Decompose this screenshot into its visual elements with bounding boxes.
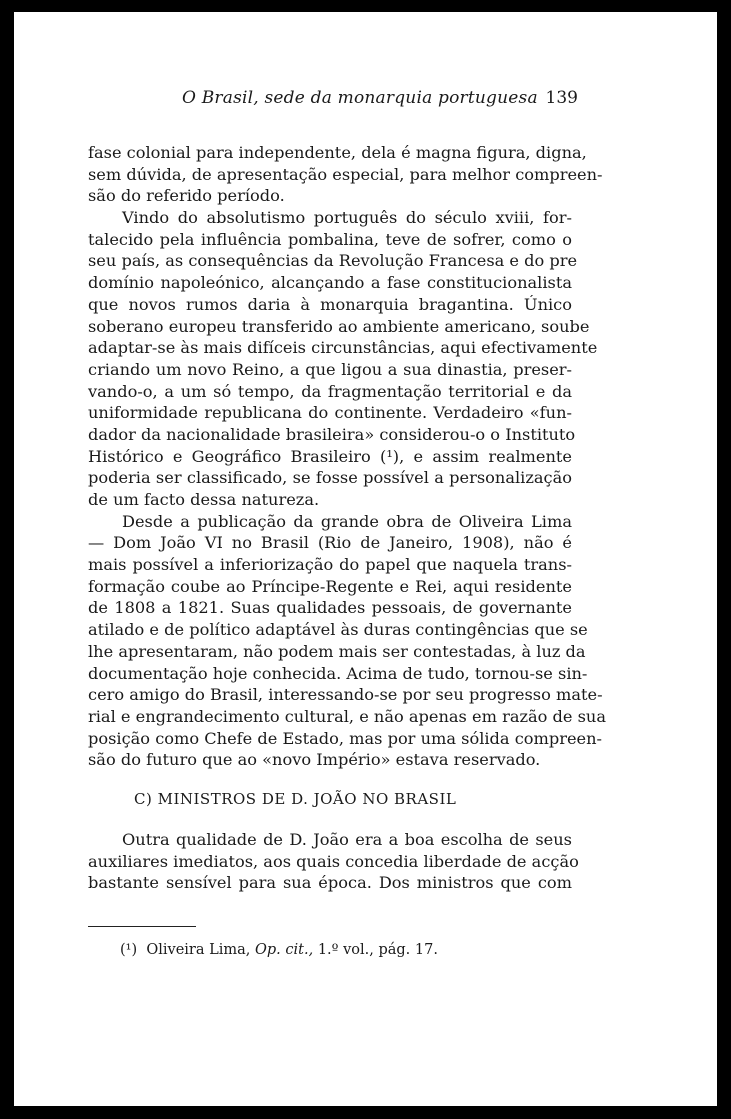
text-line: domínio napoleónico, alcançando a fase constitucionalista bbox=[88, 273, 572, 293]
text-line: — Dom João VI no Brasil (Rio de Janeiro, 1908), não é bbox=[88, 533, 572, 553]
section-gap bbox=[88, 811, 572, 829]
text-line: que novos rumos daria à monarquia bragantina. Único bbox=[88, 294, 572, 314]
page-header bbox=[74, 88, 578, 114]
text-line: atilado e de político adaptável às duras contingências que se bbox=[88, 620, 588, 640]
text-line: Vindo do absolutismo português do século xviii, for- bbox=[122, 208, 572, 228]
footnote-divider bbox=[88, 926, 196, 927]
text-line: seu país, as consequências da Revolução Francesa e do pre bbox=[88, 251, 578, 271]
footnote-work: Op. cit., bbox=[255, 942, 314, 958]
text-line: documentação hoje conhecida. Acima de tudo, tornou-se sin- bbox=[88, 663, 588, 683]
book-page bbox=[14, 12, 717, 1106]
text-line: são do futuro que ao «novo Império» estava reservado. bbox=[88, 750, 541, 770]
running-title: O Brasil, sede da monarquia portuguesa bbox=[182, 88, 538, 108]
text-line: mais possível a inferiorização do papel que naquela trans- bbox=[88, 555, 572, 575]
text-line: Histórico e Geográfico Brasileiro (¹), e assim realmente bbox=[88, 446, 572, 466]
footnote-marker: (¹) bbox=[120, 942, 138, 958]
footnote-author: Oliveira Lima, bbox=[146, 942, 251, 958]
text-line: talecido pela influência pombalina, teve de sofrer, como o bbox=[88, 229, 572, 249]
footnote-reference: 1.º vol., pág. 17. bbox=[317, 942, 438, 958]
text-line: posição como Chefe de Estado, mas por uma sólida compreen- bbox=[88, 728, 603, 748]
text-line: lhe apresentaram, não podem mais ser contestadas, à luz da bbox=[88, 641, 586, 661]
text-line: cero amigo do Brasil, interessando-se por seu progresso mate- bbox=[88, 685, 603, 705]
text-line: Desde a publicação da grande obra de Oliveira Lima bbox=[122, 511, 572, 531]
text-line: de 1808 a 1821. Suas qualidades pessoais, de governante bbox=[88, 598, 572, 618]
text-line: adaptar-se às mais difíceis circunstâncias, aqui efectivamente bbox=[88, 338, 598, 358]
text-line: poderia ser classificado, se fosse possível a personalização bbox=[88, 468, 572, 488]
text-line: criando um novo Reino, a que ligou a sua dinastia, preser- bbox=[88, 359, 572, 379]
text-line: são do referido período. bbox=[88, 186, 285, 206]
text-line: formação coube ao Príncipe-Regente e Rei, aqui residente bbox=[88, 576, 572, 596]
text-line: Outra qualidade de D. João era a boa escolha de seus bbox=[122, 829, 572, 849]
page-number: 139 bbox=[545, 88, 578, 108]
text-line: sem dúvida, de apresentação especial, para melhor compreen- bbox=[88, 164, 603, 184]
footnote bbox=[120, 942, 438, 958]
text-line: uniformidade republicana do continente. Verdadeiro «fun- bbox=[88, 403, 572, 423]
section-heading: C) MINISTROS DE D. JOÃO NO BRASIL bbox=[134, 789, 457, 808]
text-line: fase colonial para independente, dela é magna figura, digna, bbox=[88, 143, 587, 162]
text-line: rial e engrandecimento cultural, e não apenas em razão de sua bbox=[88, 706, 607, 726]
text-line: auxiliares imediatos, aos quais concedia liberdade de acção bbox=[88, 851, 579, 871]
text-line: de um facto dessa natureza. bbox=[88, 490, 320, 509]
text-line: dador da nacionalidade brasileira» considerou-o o Instituto bbox=[88, 424, 576, 444]
body-text bbox=[88, 142, 607, 894]
section-gap bbox=[88, 771, 572, 789]
text-line: vando-o, a um só tempo, da fragmentação territorial e da bbox=[88, 381, 572, 401]
text-line: soberano europeu transferido ao ambiente americano, soube bbox=[88, 316, 590, 336]
text-line: bastante sensível para sua época. Dos ministros que com bbox=[88, 873, 572, 893]
